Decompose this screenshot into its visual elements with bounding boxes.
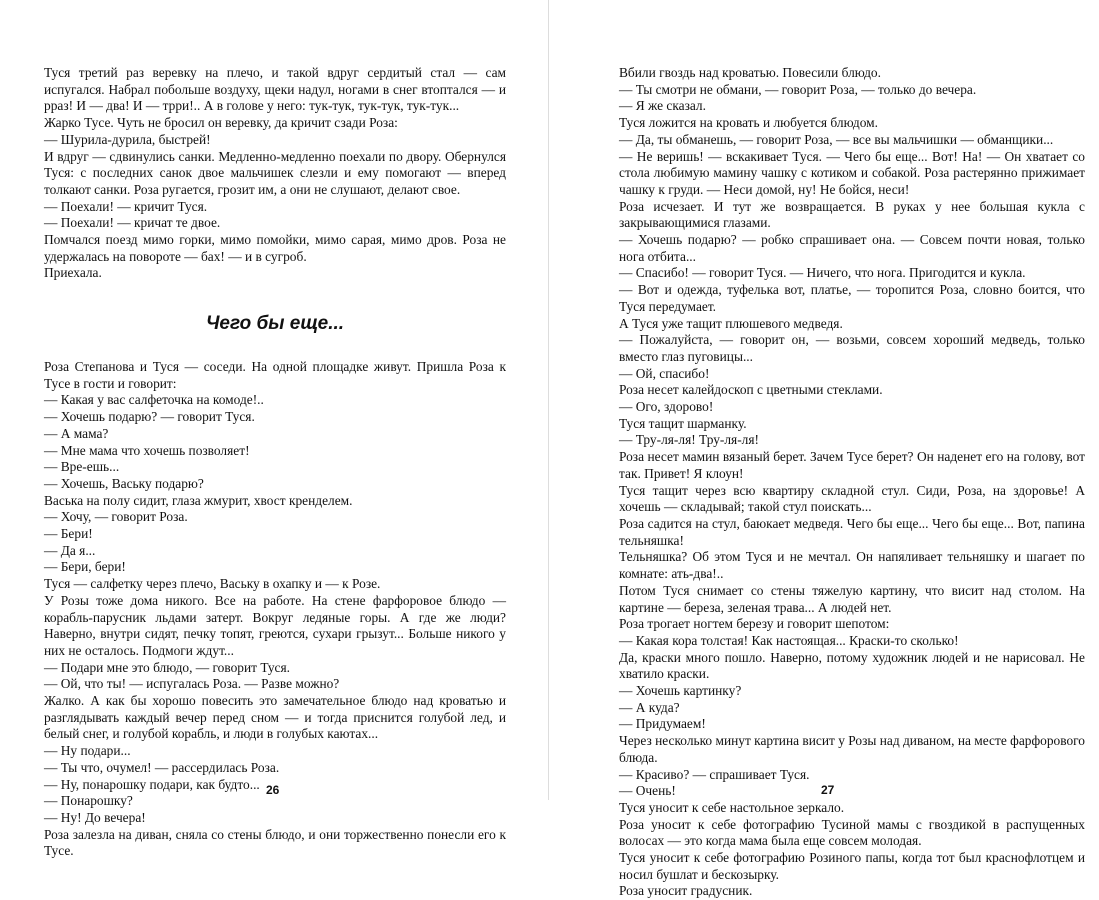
paragraph: — Подари мне это блюдо, — говорит Туся. xyxy=(44,659,291,675)
right-text xyxy=(619,65,1085,900)
paragraph: — Спасибо! — говорит Туся. — Ничего, что нога. Пригодится и кукла. xyxy=(619,265,1026,281)
paragraph: Туся — салфетку через плечо, Ваську в охапку и — к Розе. xyxy=(44,576,381,592)
paragraph: Роза уносит к себе фотографию Тусиной мамы с гвоздикой в распущенных волосах — это когда мама была еще совсем молодая. xyxy=(619,816,1085,849)
paragraph: Вбили гвоздь над кроватью. Повесили блюдо. xyxy=(619,65,881,80)
paragraph: — Шурила-дурила, быстрей! xyxy=(44,131,211,147)
paragraph: Роза уносит градусник. xyxy=(619,883,753,899)
paragraph: Роза трогает ногтем березу и говорит шепотом: xyxy=(619,616,890,632)
paragraph: — Не веришь! — вскакивает Туся. — Чего бы еще... Вот! На! — Он хватает со стола любимую мамину чашку с котиком и собакой. Роза растерянно прижимает чашку к груди. — Неси домой, ну! Не бойся, неси! xyxy=(619,148,1085,197)
paragraph: Туся тащит через всю квартиру складной стул. Сиди, Роза, на здоровье! А хочешь — складывай; такой стул поискать... xyxy=(619,482,1085,515)
paragraph: — Хочешь, Ваську подарю? xyxy=(44,475,204,491)
paragraph: — А куда? xyxy=(619,699,680,715)
paragraph: — Хочешь подарю? — робко спрашивает она. — Совсем почти новая, только нога отбита... xyxy=(619,232,1085,264)
paragraph: Роза исчезает. И тут же возвращается. В руках у нее большая кукла с закрывающимися глазами. xyxy=(619,198,1085,231)
paragraph: — Бери! xyxy=(44,526,93,542)
paragraph: — Хочешь подарю? — говорит Туся. xyxy=(44,409,255,425)
paragraph: Жалко. А как бы хорошо повесить это замечательное блюдо над кроватью и разглядывать каждый вечер перед сном — и тогда приснится голубой лед, и белый снег, и голубой корабль, и люди в голубых каютах... xyxy=(44,693,506,742)
paragraph: — Красиво? — спрашивает Туся. xyxy=(619,766,810,782)
paragraph: — Ты что, очумел! — рассердилась Роза. xyxy=(44,759,280,775)
paragraph: Туся уносит к себе настольное зеркало. xyxy=(619,799,845,815)
paragraph: У Розы тоже дома никого. Все на работе. На стене фарфоровое блюдо — корабль-парусник льдами затерт. Вокруг ледяные горы. А где же люди? Наверно, внутри сидят, печку топят, греются, сухари грызут... Больше никого у них не осталось. Подмоги ждут... xyxy=(44,592,506,658)
paragraph: Роза несет мамин вязаный берет. Зачем Тусе берет? Он наденет его на голову, вот так. Привет! Я клоун! xyxy=(619,449,1085,481)
paragraph: — Поехали! — кричат те двое. xyxy=(44,215,221,231)
paragraph: А Туся уже тащит плюшевого медведя. xyxy=(619,315,843,331)
paragraph: — Мне мама что хочешь позволяет! xyxy=(44,442,250,458)
paragraph: — Ой, спасибо! xyxy=(619,365,710,381)
paragraph: — Тру-ля-ля! Тру-ля-ля! xyxy=(619,432,759,448)
paragraph: — Придумаем! xyxy=(619,716,706,732)
paragraph: Потом Туся снимает со стены тяжелую картину, что висит над столом. На картине — береза, зеленая трава... А людей нет. xyxy=(619,582,1085,615)
paragraph: Роза несет калейдоскоп с цветными стеклами. xyxy=(619,382,883,398)
paragraph: Тельняшка? Об этом Туся и не мечтал. Он напяливает тельняшку и шагает по комнате: ать-два!.. xyxy=(619,549,1085,582)
chapter-title: Чего бы еще... xyxy=(205,313,345,334)
paragraph: — Хочу, — говорит Роза. xyxy=(44,509,188,525)
paragraph: — Поехали! — кричит Туся. xyxy=(44,198,208,214)
paragraph: — Ого, здорово! xyxy=(619,399,714,415)
paragraph: Туся ложится на кровать и любуется блюдом. xyxy=(619,115,878,131)
paragraph: — Я же сказал. xyxy=(619,98,706,114)
paragraph: — Вре-ешь... xyxy=(44,459,120,475)
paragraph: — Ой, что ты! — испугалась Роза. — Разве можно? xyxy=(44,676,340,692)
right-page xyxy=(549,0,1099,899)
left-top-text xyxy=(44,65,506,282)
paragraph: И вдруг — сдвинулись санки. Медленно-медленно поехали по двору. Обернулся Туся: с последних санок двое мальчишек слезли и ему помогают — вперед толкают санки. Роза ругается, грозит им, а они не слушают, делают свое. xyxy=(44,148,506,197)
paragraph: — Вот и одежда, туфелька вот, платье, — торопится Роза, словно боится, что Туся передумает. xyxy=(619,282,1085,314)
left-page xyxy=(0,0,549,859)
paragraph: — А мама? xyxy=(44,425,109,441)
paragraph: — Какая у вас салфеточка на комоде!.. xyxy=(44,392,264,408)
paragraph: Туся третий раз веревку на плечо, и такой вдруг сердитый стал — сам испугался. Набрал побольше воздуху, щеки надул, ногами в снег втоптался — и рраз! И — два! И — трри!.. А в голове у него: тук-тук, тук-тук, тук-тук... xyxy=(44,65,506,114)
paragraph: — Очень! xyxy=(619,783,676,799)
paragraph: — Ну, понарошку подари, как будто... xyxy=(44,776,260,792)
paragraph: — Ты смотри не обмани, — говорит Роза, — только до вечера. xyxy=(619,81,977,97)
paragraph: Жарко Тусе. Чуть не бросил он веревку, да кричит сзади Роза: xyxy=(44,115,398,131)
paragraph: Васька на полу сидит, глаза жмурит, хвост кренделем. xyxy=(44,492,353,508)
paragraph: — Ну! До вечера! xyxy=(44,809,146,825)
paragraph: — Да я... xyxy=(44,542,96,558)
paragraph: — Хочешь картинку? xyxy=(619,683,742,699)
page-number-right: 27 xyxy=(821,783,835,797)
paragraph: Туся уносит к себе фотографию Розиного папы, когда тот был краснофлотцем и носил бушлат и бескозырку. xyxy=(619,850,1085,882)
paragraph: Туся тащит шарманку. xyxy=(619,415,747,431)
paragraph: — Пожалуйста, — говорит он, — возьми, совсем хороший медведь, только вместо глаз пуговицы... xyxy=(619,332,1085,364)
paragraph: Через несколько минут картина висит у Розы над диваном, на месте фарфорового блюда. xyxy=(619,733,1085,765)
paragraph: Да, краски много пошло. Наверно, потому художник людей и не нарисовал. Не хватило краски. xyxy=(619,649,1085,682)
paragraph: — Бери, бери! xyxy=(44,559,126,575)
paragraph: Роза садится на стул, баюкает медведя. Чего бы еще... Чего бы еще... Вот, папина тельняшка! xyxy=(619,515,1085,548)
paragraph: Роза залезла на диван, сняла со стены блюдо, и они торжественно понесли его к Тусе. xyxy=(44,826,506,859)
paragraph: — Понарошку? xyxy=(44,793,133,809)
paragraph: Приехала. xyxy=(44,265,102,281)
paragraph: — Да, ты обманешь, — говорит Роза, — все вы мальчишки — обманщики... xyxy=(619,131,1054,147)
paragraph: — Какая кора толстая! Как настоящая... Краски-то сколько! xyxy=(619,632,959,648)
paragraph: Роза Степанова и Туся — соседи. На одной площадке живут. Пришла Роза к Тусе в гости и говорит: xyxy=(44,359,506,391)
paragraph: Помчался поезд мимо горки, мимо помойки, мимо сарая, мимо дров. Роза не удержалась на повороте — бах! — и в сугроб. xyxy=(44,232,506,264)
paragraph: — Ну подари... xyxy=(44,743,131,759)
page-number-left: 26 xyxy=(266,783,280,797)
